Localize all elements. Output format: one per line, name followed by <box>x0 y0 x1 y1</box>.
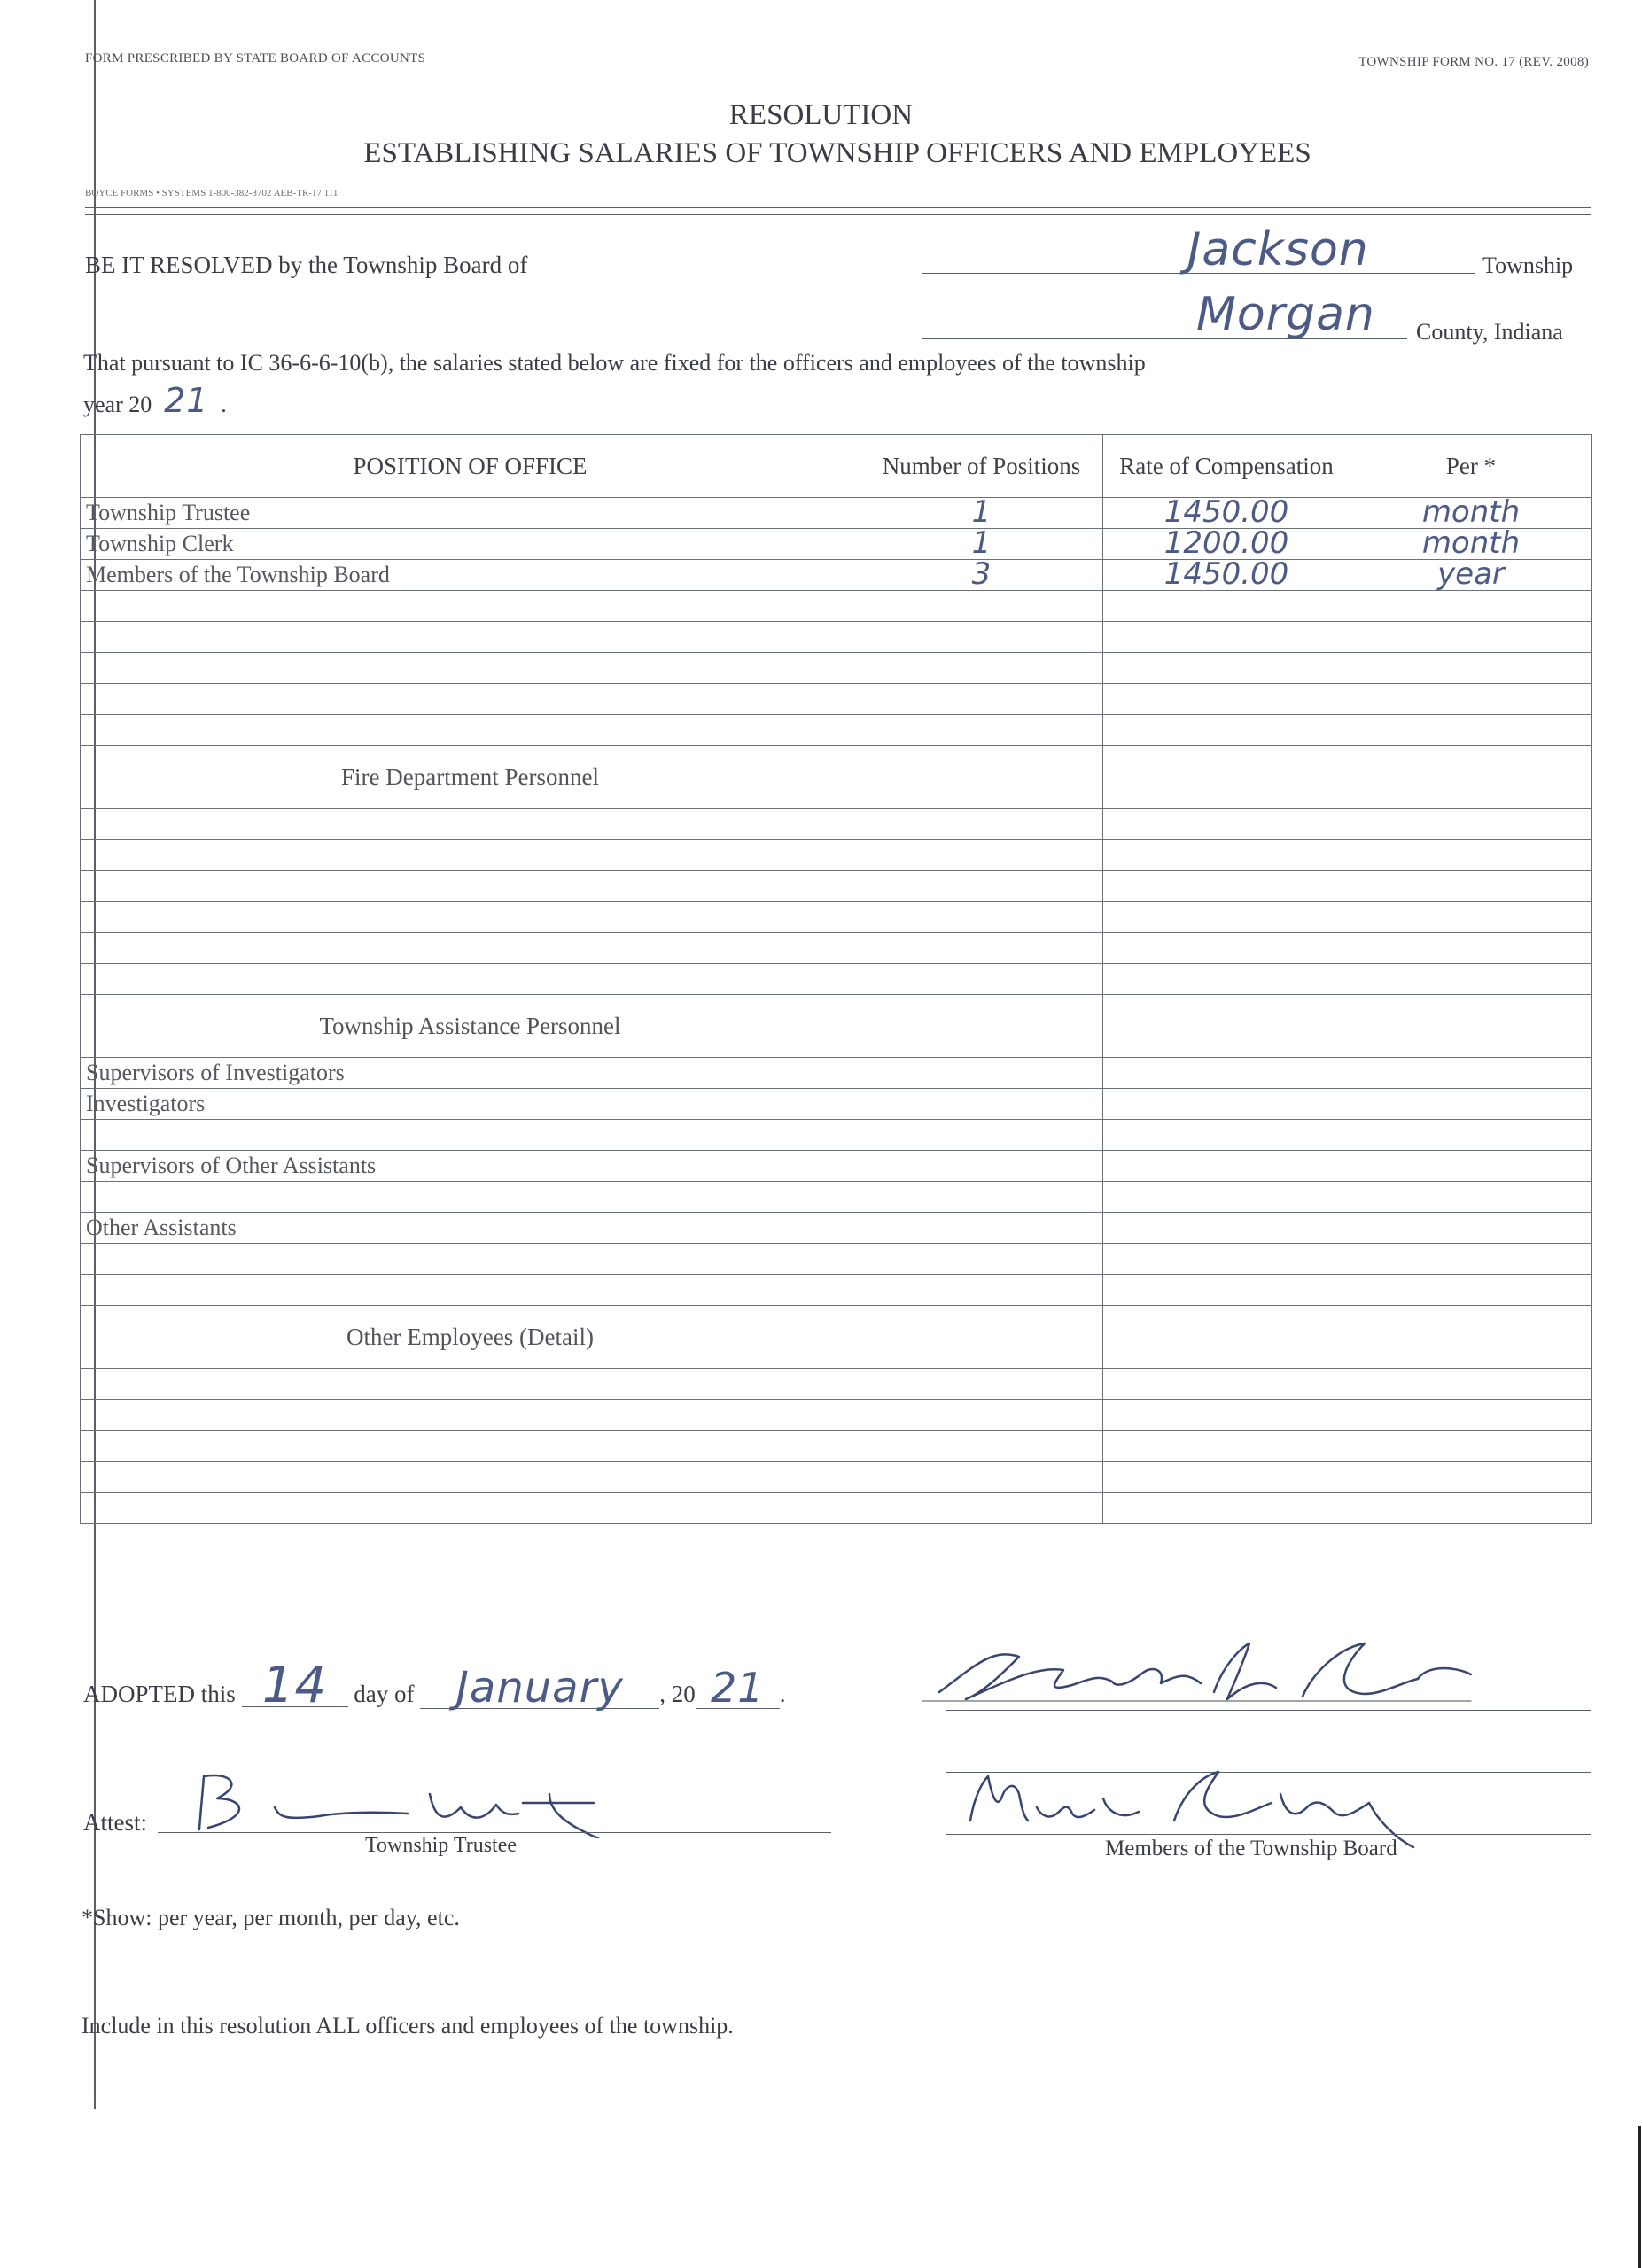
members-caption: Members of the Township Board <box>1105 1837 1397 1860</box>
table-row <box>81 1089 1592 1120</box>
position-cell: Supervisors of Investigators <box>81 1058 860 1089</box>
position-cell: Investigators <box>81 1089 860 1120</box>
attest-label: Attest: <box>83 1809 147 1836</box>
blank-row <box>81 1462 1592 1493</box>
blank-row <box>81 840 1592 871</box>
township-suffix-label: Township <box>1482 252 1574 278</box>
rate-cell <box>1103 498 1350 529</box>
header-position: POSITION OF OFFICE <box>81 435 860 498</box>
adopted-day-field: 14 <box>242 1666 348 1707</box>
adopted-this-label: ADOPTED this <box>83 1681 236 1707</box>
township-name-line <box>922 273 1475 274</box>
trustee-caption: Township Trustee <box>365 1834 518 1857</box>
adopted-month-field: January <box>420 1667 659 1709</box>
right-edge-mark <box>1638 2126 1641 2268</box>
publisher-label: BOYCE FORMS • SYSTEMS 1-800-382-8702 AEB-TR-17 111 <box>85 188 339 198</box>
header-rate: Rate of Compensation <box>1103 435 1350 498</box>
year-field: 21 <box>152 385 221 416</box>
number-cell <box>860 560 1103 591</box>
day-of-label: day of <box>354 1681 415 1707</box>
adopted-year-field: 21 <box>696 1667 780 1709</box>
year-suffix: . <box>221 392 227 417</box>
number-value: 1 <box>971 497 992 529</box>
blank-row <box>81 933 1592 964</box>
blank-row <box>81 684 1592 715</box>
section-row-other <box>81 1306 1592 1369</box>
blank-row <box>81 1431 1592 1462</box>
township-name-field: Jackson <box>1187 223 1369 276</box>
header-number: Number of Positions <box>860 435 1103 498</box>
blank-row <box>81 871 1592 902</box>
table-row <box>81 1151 1592 1182</box>
county-suffix-label: County, Indiana <box>1416 319 1563 345</box>
blank-row <box>81 1244 1592 1275</box>
position-cell: Members of the Township Board <box>81 560 860 591</box>
blank-row <box>81 902 1592 933</box>
section-row-assistance <box>81 995 1592 1058</box>
table-row <box>81 1058 1592 1089</box>
blank-row <box>81 653 1592 684</box>
salary-table <box>80 434 1592 1524</box>
table-header-row <box>81 435 1592 498</box>
show-note: *Show: per year, per month, per day, etc. <box>82 1905 460 1930</box>
section-assistance-label: Township Assistance Personnel <box>81 995 860 1058</box>
position-cell: Township Trustee <box>81 498 860 529</box>
header-rule <box>85 207 1591 208</box>
table-row <box>81 1213 1592 1244</box>
county-name-line <box>922 338 1407 339</box>
board-signature-line-1 <box>946 1710 1591 1711</box>
table-row <box>81 560 1592 591</box>
blank-row <box>81 1120 1592 1151</box>
table-row <box>81 529 1592 560</box>
page-title: RESOLUTION <box>728 99 914 131</box>
blank-row <box>81 1369 1592 1400</box>
blank-row <box>81 809 1592 840</box>
number-value: 3 <box>971 559 992 591</box>
include-note: Include in this resolution ALL officers and employees of the township. <box>82 2013 734 2039</box>
board-signature-1 <box>922 1630 1489 1710</box>
number-value: 1 <box>971 528 992 560</box>
blank-row <box>81 964 1592 995</box>
blank-row <box>81 1400 1592 1431</box>
rate-value: 1200.00 <box>1163 528 1289 560</box>
table-row <box>81 498 1592 529</box>
rate-cell <box>1103 529 1350 560</box>
position-cell: Township Clerk <box>81 529 860 560</box>
section-other-label: Other Employees (Detail) <box>81 1306 860 1369</box>
page-subtitle: ESTABLISHING SALARIES OF TOWNSHIP OFFICERS AND EMPLOYEES <box>363 137 1311 169</box>
number-cell <box>860 498 1103 529</box>
board-signature-line-3 <box>946 1834 1591 1835</box>
adopted-year-prefix: , 20 <box>659 1681 696 1707</box>
per-cell <box>1350 529 1592 560</box>
rate-cell <box>1103 560 1350 591</box>
trustee-signature-line <box>158 1832 831 1833</box>
be-it-resolved-text: BE IT RESOLVED by the Township Board of <box>85 252 528 278</box>
position-cell: Supervisors of Other Assistants <box>81 1151 860 1182</box>
section-fire-label: Fire Department Personnel <box>81 746 860 809</box>
pursuant-text: That pursuant to IC 36-6-6-10(b), the salaries stated below are fixed for the officers and employees of the township <box>83 350 1146 376</box>
rate-value: 1450.00 <box>1163 559 1289 591</box>
header-per: Per * <box>1350 435 1592 498</box>
adopted-year-suffix: . <box>779 1681 786 1707</box>
blank-row <box>81 1493 1592 1524</box>
per-value: month <box>1421 497 1521 529</box>
per-value: year <box>1437 559 1505 591</box>
trustee-signature <box>177 1759 620 1838</box>
year-line-text <box>83 381 227 420</box>
header-rule-2 <box>85 214 1591 215</box>
blank-row <box>81 1182 1592 1213</box>
rate-value: 1450.00 <box>1163 497 1289 529</box>
position-cell: Other Assistants <box>81 1213 860 1244</box>
blank-row <box>81 622 1592 653</box>
per-cell <box>1350 560 1592 591</box>
year-prefix: year 20 <box>83 392 152 417</box>
per-cell <box>1350 498 1592 529</box>
blank-row <box>81 1275 1592 1306</box>
blank-row <box>81 715 1592 746</box>
blank-row <box>81 591 1592 622</box>
adopted-line <box>83 1657 786 1714</box>
county-name-field: Morgan <box>1196 288 1375 341</box>
number-cell <box>860 529 1103 560</box>
prescribed-by-label: FORM PRESCRIBED BY STATE BOARD OF ACCOUNTS <box>85 51 426 66</box>
per-value: month <box>1421 528 1521 560</box>
section-row-fire <box>81 746 1592 809</box>
form-number-label: TOWNSHIP FORM NO. 17 (REV. 2008) <box>1358 55 1589 69</box>
